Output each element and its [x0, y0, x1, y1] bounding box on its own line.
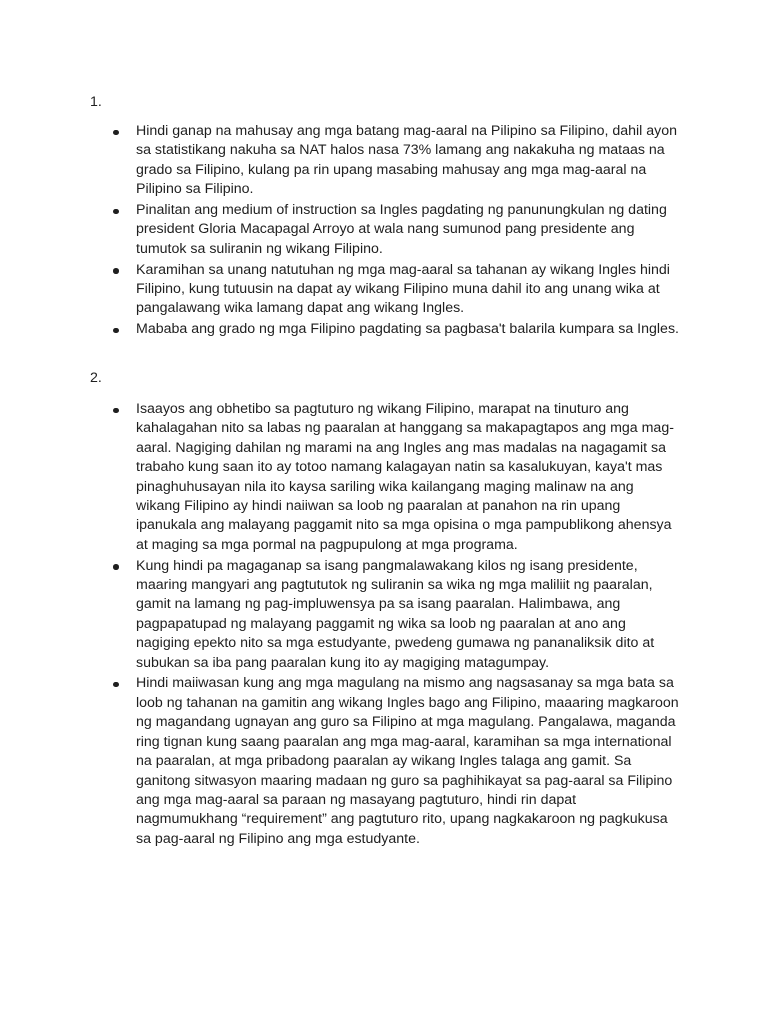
list-item: [0, 320, 681, 339]
section-number-1: 1.: [90, 94, 102, 110]
list-item: [0, 400, 681, 555]
bullet-icon: [113, 564, 119, 570]
bullet-icon: [113, 408, 119, 414]
list-item: [0, 557, 681, 673]
list-item: [0, 201, 681, 259]
section-2-bullet-list: [0, 400, 681, 851]
section-number-2: 2.: [90, 370, 102, 386]
bullet-icon: [113, 328, 119, 334]
bullet-icon: [113, 209, 119, 215]
list-item-text: Mababa ang grado ng mga Filipino pagdating sa pagbasa't balarila kumpara sa Ingles.: [136, 321, 679, 338]
list-item: [0, 261, 681, 319]
list-item-text: Karamihan sa unang natutuhan ng mga mag-aaral sa tahanan ay wikang Ingles hindi Filipino, kung tutuusin na dapat ay wikang Filipino muna dahil ito ang unang wika at pangalawang wika lamang dapat ang wikang Ingles.: [136, 261, 670, 317]
list-item: [0, 674, 681, 849]
section-1-bullet-list: [0, 122, 681, 341]
list-item: [0, 122, 681, 200]
list-item-text: Isaayos ang obhetibo sa pagtuturo ng wikang Filipino, marapat na tinuturo ang kahalagahan nito sa labas ng paaralan at hanggang sa makapagtapos ang mga mag-aaral. Nagiging dahilan ng marami na ang Ingles ang mas madalas na nagagamit sa trabaho kung saan ito ay totoo namang kalagayan natin sa kasalukuyan, kaya't mas pinaghuhusayan nila ito kaysa sariling wika kailangang maging malinaw na ang wikang Filipino ay hindi naiiwan sa loob ng paaralan at panahon na rin upang ipanukala ang malayang paggamit nito sa mga opisina o mga pampublikong ahensya at maging sa mga pormal na pagpupulong at mga programa.: [136, 401, 674, 553]
bullet-icon: [113, 268, 119, 274]
list-item-text: Hindi ganap na mahusay ang mga batang mag-aaral na Pilipino sa Filipino, dahil ayon sa statistikang nakuha sa NAT halos nasa 73% lamang ang nakakuha ng mataas na grado sa Filipino, kulang pa rin upang masabing mahusay ang mga mag-aaral na Pilipino sa Filipino.: [136, 123, 678, 198]
bullet-icon: [113, 682, 119, 688]
list-item-text: Kung hindi pa magaganap sa isang pangmalawakang kilos ng isang presidente, maaring mangyari ang pagtututok ng suliranin sa wika ng mga maliliit ng paaralan, gamit na lamang ng pag-impluwensya pa sa isang paaralan. Halimbawa, ang pagpapatupad ng malayang paggamit ng wika sa loob ng paaralan at ano ang nagiging epekto nito sa mga estudyante, pwedeng gumawa ng pananaliksik dito at subukan sa iba pang paaralan kung ito ay magiging matagumpay.: [136, 557, 655, 671]
bullet-icon: [113, 130, 119, 136]
list-item-text: Hindi maiiwasan kung ang mga magulang na mismo ang nagsasanay sa mga bata sa loob ng tahanan na gamitin ang wikang Ingles bago ang Filipino, maaaring magkaroon ng magandang ugnayan ang guro sa Filipino at mga magulang. Pangalawa, maganda ring tignan kung saang paaralan ang mga mag-aaral, karamihan sa mga international na paaralan, at mga pribadong paaralan ay wikang Ingles talaga ang gamit. Sa ganitong sitwasyon maaring madaan ng guro sa paghihikayat sa pag-aaral sa Filipino ang mga mag-aaral sa paraan ng masayang pagtuturo, hindi rin dapat nagmumukhang “requirement” ang pagtuturo rito, upang nagkakaroon ng pagkukusa sa pag-aaral ng Filipino ang mga estudyante.: [136, 675, 679, 847]
list-item-text: Pinalitan ang medium of instruction sa Ingles pagdating ng panunungkulan ng dating president Gloria Macapagal Arroyo at wala nang sumunod pang presidente ang tumutok sa suliranin ng wikang Filipino.: [136, 202, 667, 257]
